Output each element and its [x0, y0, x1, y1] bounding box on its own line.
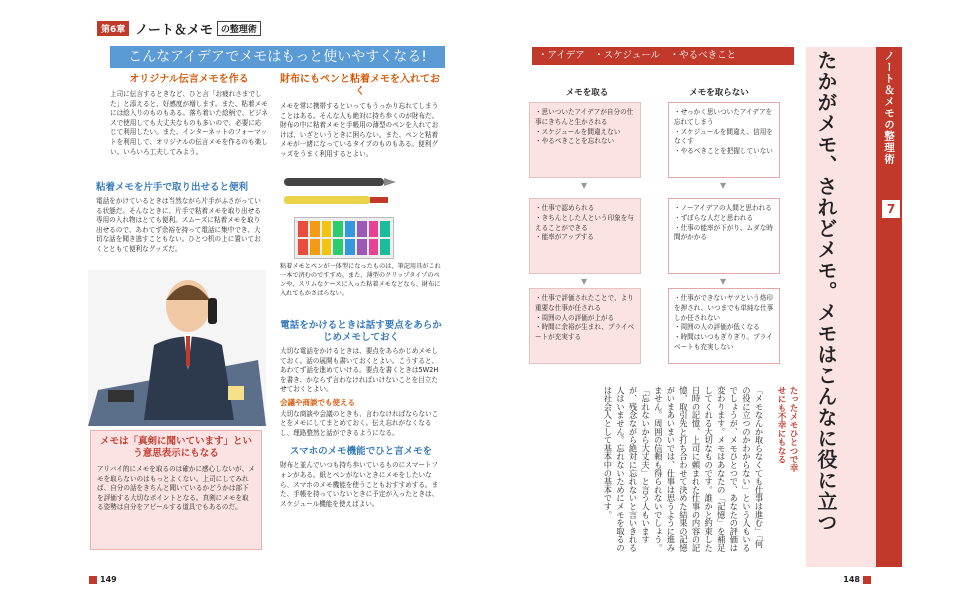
paragraph-phone-points: 大切な電話をかけるときは、要点をあらかじめメモしておく。話の展開も書いておくとよい。こうすると、あわてず話を進めていける。要点を書くときは5W2Hを書き、かならず言わなければいけないことを目立たせておくとよい。 [280, 347, 439, 394]
column-head-take: メモを取る [565, 88, 609, 98]
right-page [485, 0, 970, 600]
column-1-top [110, 74, 268, 157]
chapter-title: ノート＆メモ [135, 22, 213, 38]
section-strip-title: ノート＆メモの整理術 [883, 50, 895, 165]
topic-bar: ・アイデア ・スケジュール ・やるべきこと [532, 47, 794, 65]
arrow-down-icon: ▼ [720, 181, 727, 190]
chapter-badge: 第6章 [97, 21, 129, 36]
take-row-1: ・思いついたアイデアが自分の仕事にきちんと生かされる ・スケジュールを間違えない ・やるべきことを忘れない [529, 102, 641, 178]
heading-smartphone: スマホのメモ機能でひと言メモを [289, 446, 433, 458]
heading-original-memo: オリジナル伝言メモを作る [129, 74, 249, 85]
subheading-meeting: 会議や商談でも使える [280, 397, 355, 407]
vertical-body-text: 「メモなんか取らなくても仕事は進む」「何の役に立つのかわからない」という人もいるでしょうが、メモひとつで、あなたの評価は変わります。メモはあなたの「記憶」を補足してくれる大切なものです。誰かと約束した日時の記憶、上司に頼まれた仕事の内容の記憶、取引先と打ち合わせて決めた結果の記憶がいまあいまいでは、仕事は思うように進みません。周囲の信頼も得られないでしょう。「忘れないから大丈夫」と言う人もいますが、残念ながら絶対に忘れないと言いきれる人はいません。忘れないためにメモを取るのは社会人として基本中の基本です。 [602, 386, 764, 552]
column-2-bottom [280, 320, 442, 509]
vertical-subheading: たったメモひとつで幸せにも不幸にもなる [776, 386, 798, 472]
paragraph-original-memo: 上司に伝言するときなど、ひと言「お疲れさまでした」と添えると、好感度が増します。また、粘着メモには絵入りのものもある。落ち着いた絵柄で、ビジネスで使用しても大丈夫なものも多いので、必要に応じて利用したい。また、インターネットのフォーマットを利用して、オリジナルの伝言メモを作るのも楽しい。いろいろ工夫してみよう。 [110, 90, 268, 156]
page-number-right: 148 [843, 575, 874, 584]
sticky-note-case-illustration [294, 217, 394, 259]
column-1-mid [96, 182, 266, 255]
paragraph-one-hand: 電話をかけているときは当然ながら片手がふさがっている状態だ。そんなときに、片手で粘着メモを取り出せる専用の入れ物はとても便利。スムーズに粘着メモを取り出せるので、あわてず余裕を持って電話に集中でき、大切な話を聞き逃すこともない。ひとつ机の上に置いておくとともて便利なグッズだ。 [96, 197, 261, 253]
section-number: 7 [882, 200, 900, 218]
tip-title: メモは「真剣に聞いています」という意思表示にもなる [99, 436, 252, 459]
tip-body: アリバイ的にメモを取るのは確かに感心しないが、メモを取らないのはもっとよくない。上司にしてみれば、自分の話をきちんと聞いているかどうかは部下を評価する大切なポイントとなる。真剣にメモを取る姿勢は自分をアピールする道具でもあるのだ。 [97, 465, 255, 511]
page-banner: こんなアイデアでメモはもっと使いやすくなる! [110, 46, 445, 68]
arrow-down-icon: ▼ [581, 181, 588, 190]
notake-row-2: ・ノーアイデアの人間と思われる ・ずぼらな人だと思われる ・仕事の能率が下がり、ムダな時間がかかる [668, 198, 780, 274]
pen-illustration [280, 172, 398, 212]
arrow-down-icon: ▼ [581, 277, 588, 286]
phone-businessman-illustration [88, 270, 266, 426]
heading-one-hand: 粘着メモを片手で取り出せると便利 [96, 182, 249, 193]
paragraph-smartphone: 財布と並んでいつも持ち歩いているものにスマートフォンがある。紙とペンがないときにメモをしたいなら、スマホのメモ機能を使うこともおすすめする。また、手帳を持っていないときに予定が入ったときは、スケジュール機能を使えばよい。 [280, 461, 439, 508]
arrow-down-icon: ▼ [720, 277, 727, 286]
notake-row-1: ・せっかく思いついたアイデアを忘れてしまう ・スケジュールを間違え、信用をなくす ・やるべきことを把握していない [668, 102, 780, 178]
paragraph-wallet: メモを常に携帯するといってもうっかり忘れてしまうことはある。そんな人も絶対に持ち歩くのが財布だ。財布の中に粘着メモと手帳用の薄型のペンを入れておけば、いざというときに困らない。また、ペンと粘着メモが一緒になっているタイプのものもある。便利グッズをうまく利用するとよい。 [280, 102, 439, 158]
heading-wallet: 財布にもペンと粘着メモを入れておく [280, 74, 440, 97]
chapter-subtitle: の整理術 [217, 21, 261, 36]
paragraph-meeting: 大切な商談や会議のときも、言わなければならないことをメモにしてまとめておく。伝え忘れがなくなるし、理路整然と話ができるようになる。 [280, 409, 439, 437]
tip-box [90, 430, 262, 550]
column-head-notake: メモを取らない [689, 88, 749, 98]
heading-phone-points: 電話をかけるときは話す要点をあらかじめメモしておく [280, 320, 442, 343]
notake-row-3: ・仕事ができないヤツという烙印を押され、いつまでも単純な仕事しか任されない ・周囲の人の評価が低くなる ・時間はいつもぎりぎり。プライベートも充実しない [668, 288, 780, 364]
take-row-2: ・仕事で認められる ・きちんとした人という印象を与えることができる ・能率がアップする [529, 198, 641, 274]
caption-pens: 粘着メモとペンが一体型になったものは、筆記用具がこれ一本で済むのですすめ。また、薄型のクリップタイプのペンや、スリムなケースに入った粘着メモなどなら、財布に入れてもかさばらない。 [280, 263, 441, 297]
take-row-3: ・仕事で評価されたことで、より重要な仕事が任される ・周囲の人の評価が上がる ・時間に余裕が生まれ、プライベートが充実する [529, 288, 641, 364]
page-title: たかがメモ、されどメモ。メモはこんなに役に立つ [814, 50, 838, 533]
column-2-top [280, 74, 440, 160]
page-number-left: 149 [86, 575, 117, 584]
chapter-header [97, 20, 261, 36]
